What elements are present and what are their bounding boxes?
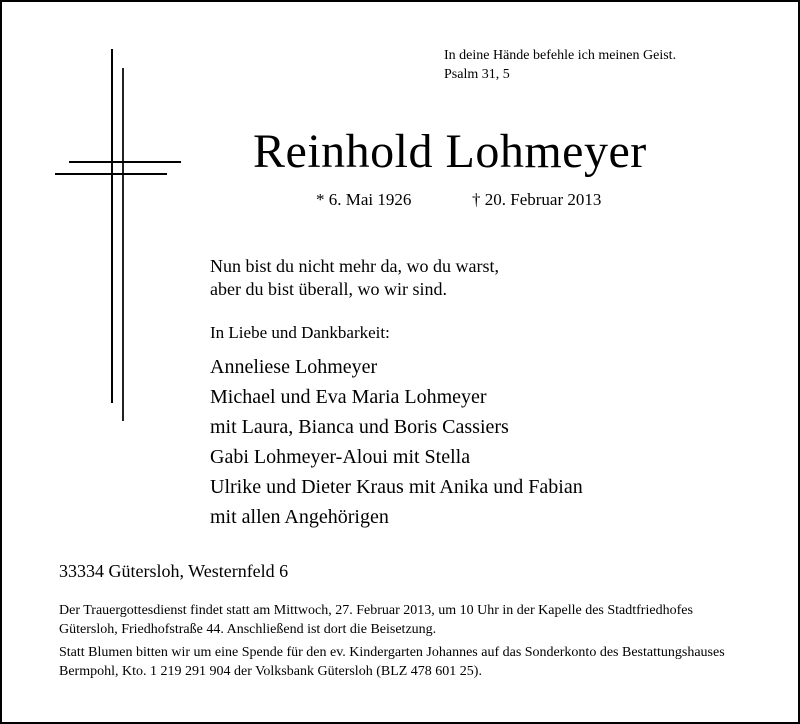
mourner: Michael und Eva Maria Lohmeyer: [210, 386, 487, 408]
verse: [210, 255, 499, 301]
mourner: Gabi Lohmeyer-Aloui mit Stella: [210, 446, 471, 468]
funeral-service-note: Der Trauergottesdienst findet statt am Mittwoch, 27. Februar 2013, um 10 Uhr in der Kapelle des Stadtfriedhofes Gütersloh, Friedhofstraße 44. Anschließend ist dort die Beisetzung.: [59, 603, 693, 637]
verse-line: Nun bist du nicht mehr da, wo du warst,: [210, 256, 499, 276]
deceased-name: Reinhold Lohmeyer: [253, 125, 647, 178]
mourner: Anneliese Lohmeyer: [210, 356, 378, 378]
donation-note: Statt Blumen bitten wir um eine Spende für den ev. Kindergarten Johannes auf das Sonderkonto des Bestattungshauses Bermpohl, Kto. 1 219 291 904 der Volksbank Gütersloh (BLZ 478 601 25).: [59, 645, 725, 679]
death-date: † 20. Februar 2013: [472, 190, 602, 209]
birth-date: * 6. Mai 1926: [316, 190, 412, 209]
mourners-intro: In Liebe und Dankbarkeit:: [210, 323, 390, 342]
mourner: Ulrike und Dieter Kraus mit Anika und Fabian: [210, 476, 583, 498]
verse-line: aber du bist überall, wo wir sind.: [210, 279, 447, 299]
psalm-reference: Psalm 31, 5: [444, 67, 510, 82]
psalm-quote: [444, 46, 676, 84]
psalm-text: In deine Hände befehle ich meinen Geist.: [444, 48, 677, 63]
mourner: mit Laura, Bianca und Boris Cassiers: [210, 416, 509, 438]
service-notes: [59, 601, 729, 685]
mourner: mit allen Angehörigen: [210, 506, 389, 528]
mourners-list: [210, 352, 583, 532]
family-address: 33334 Gütersloh, Westernfeld 6: [59, 561, 289, 581]
